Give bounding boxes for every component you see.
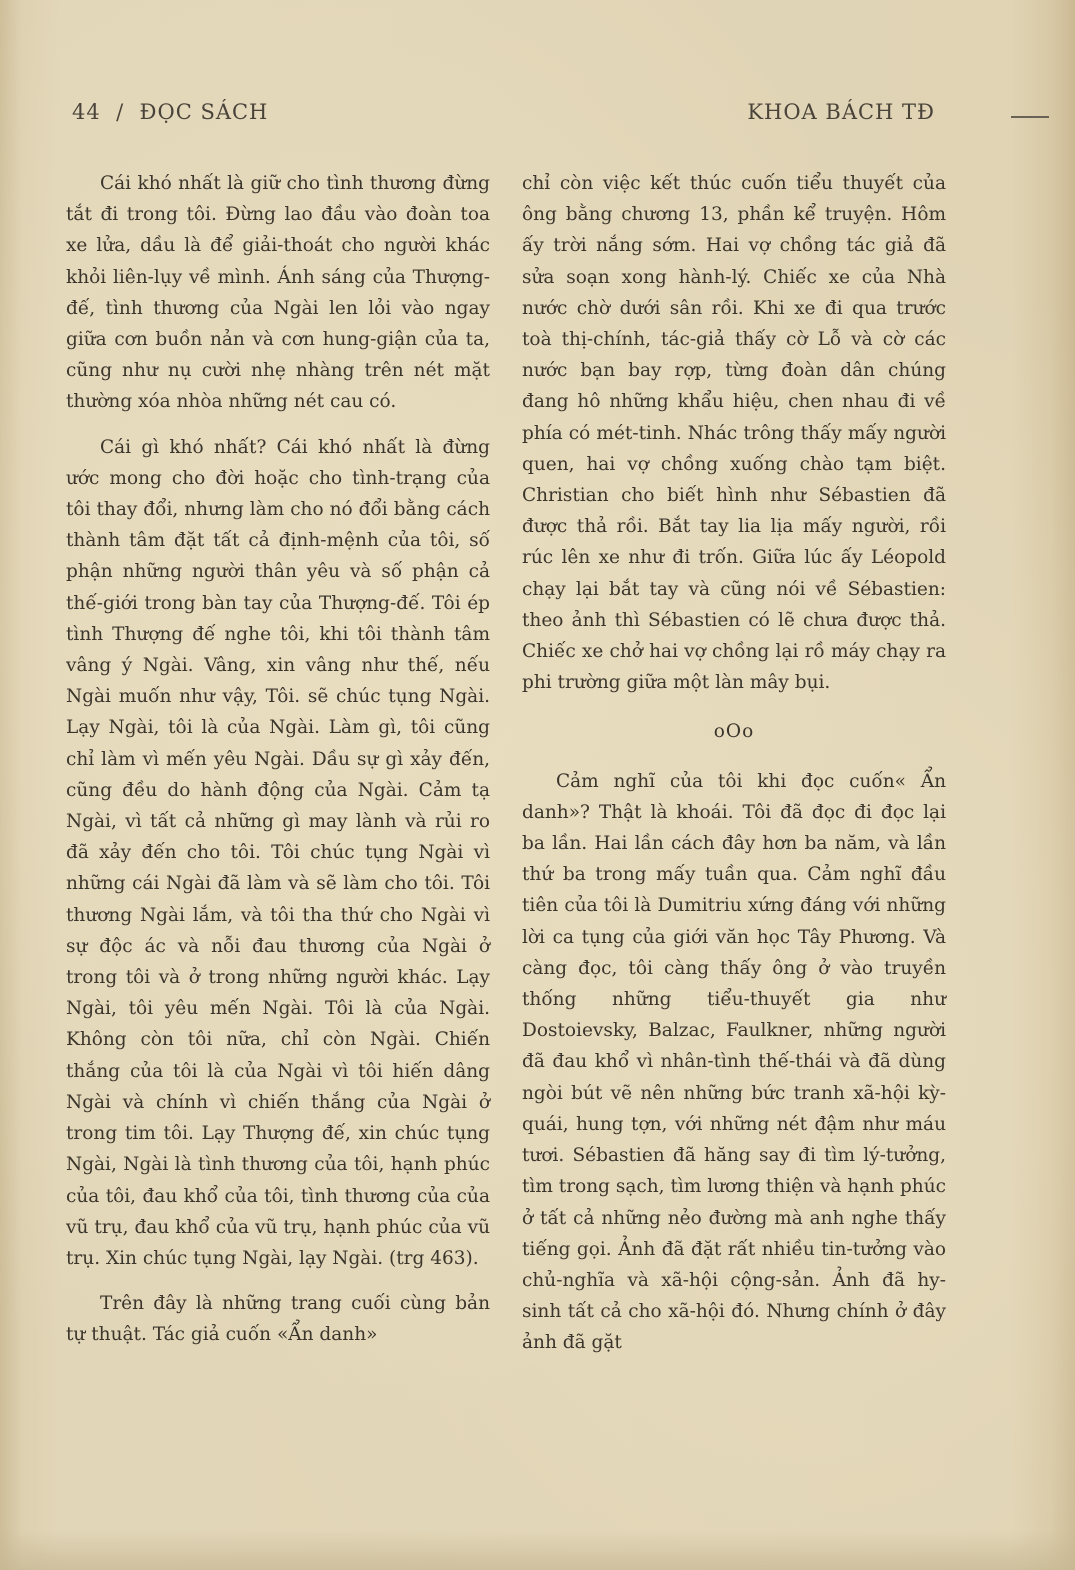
- left-column: [66, 168, 490, 1351]
- paragraph: Cái khó nhất là giữ cho tình thương đừng tắt đi trong tôi. Đừng lao đầu vào đoàn toa xe lửa, dầu là để giải-thoát cho người khác khỏi liên-lụy về mình. Ánh sáng của Thượng-đế, tình thương của Ngài len lỏi vào ngay giữa cơn buồn nản và cơn hung-giận của ta, cũng như nụ cười nhẹ nhàng trên nét mặt thường xóa nhòa những nét cau có.: [66, 173, 490, 413]
- paragraph: Trên đây là những trang cuối cùng bản tự thuật. Tác giả cuốn «Ẩn danh»: [66, 1293, 490, 1346]
- section-separator: oOo: [713, 721, 755, 743]
- paragraph: chỉ còn việc kết thúc cuốn tiểu thuyết của ông bằng chương 13, phần kể truyện. Hôm ấy trời nắng sớm. Hai vợ chồng tác giả đã sửa soạn xong hành-lý. Chiếc xe của Nhà nước chờ dưới sân rồi. Khi xe đi qua trước toà thị-chính, tác-giả thấy cờ Lỗ và cờ các nước bạn bay rợp, từng đoàn dân chúng đang hô những khẩu hiệu, chen nhau đi về phía có mét-tinh. Nhác trông thấy mấy người quen, hai vợ chồng xuống chào tạm biệt. Christian cho biết hình như Sébastien đã được thả rồi. Bắt tay lia lịa mấy người, rồi rúc lên xe như đi trốn. Giữa lúc ấy Léopold chạy lại bắt tay và cũng nói về Sébastien: theo ảnh thì Sébastien có lẽ chưa được thả. Chiếc xe chở hai vợ chồng lại rồ máy chạy ra phi trường giữa một làn mây bụi.: [522, 173, 946, 694]
- margin-dash: [1011, 116, 1049, 118]
- header-slash: /: [116, 100, 125, 124]
- header-right-title: KHOA BÁCH TĐ: [747, 100, 935, 124]
- right-column: [522, 168, 946, 1359]
- paragraph: Cái gì khó nhất? Cái khó nhất là đừng ước mong cho đời hoặc cho tình-trạng của tôi thay đổi, nhưng làm cho nó đổi bằng cách thành tâm đặt tất cả định-mệnh của tôi, số phận những người thân yêu và số phận cả thế-giới trong bàn tay của Thượng-đế. Tôi ép tình Thượng đế nghe tôi, khi tôi thành tâm vâng ý Ngài. Vâng, xin vâng như thế, nếu Ngài muốn như vậy, Tôi. sẽ chúc tụng Ngài. Lạy Ngài, tôi là của Ngài. Làm gì, tôi cũng chỉ làm vì mến yêu Ngài. Dầu sự gì xảy đến, cũng đều do hành động của Ngài. Cảm tạ Ngài, vì tất cả những gì may lành và rủi ro đã xảy đến cho tôi. Tôi chúc tụng Ngài vì những cái Ngài đã làm và sẽ làm cho tôi. Tôi thương Ngài lắm, và tôi tha thứ cho Ngài vì sự độc ác và nỗi đau thương của Ngài ở trong tôi và ở trong những người khác. Lạy Ngài, tôi yêu mến Ngài. Tôi là của Ngài. Không còn tôi nữa, chỉ còn Ngài. Chiến thắng của tôi là của Ngài vì tôi hiến dâng Ngài và chính vì chiến thắng của Ngài ở trong tim tôi. Lạy Thượng đế, xin chúc tụng Ngài, Ngài là tình thương của tôi, hạnh phúc của tôi, đau khổ của tôi, tình thương của của vũ trụ, đau khổ của vũ trụ, hạnh phúc của vũ trụ. Xin chúc tụng Ngài, lạy Ngài. (trg 463).: [66, 436, 490, 1269]
- section-title: ĐỌC SÁCH: [139, 100, 269, 124]
- header-left: [72, 100, 268, 124]
- page-number: 44: [72, 100, 101, 124]
- paragraph: Cảm nghĩ của tôi khi đọc cuốn« Ẩn danh»? Thật là khoái. Tôi đã đọc đi đọc lại ba lần. Hai lần cách đây hơn ba năm, và lần thứ ba trong mấy tuần qua. Cảm nghĩ đầu tiên của tôi là Dumitriu xứng đáng với những lời ca tụng của giới văn học Tây Phương. Và càng đọc, tôi càng thấy ông ở vào truyền thống những tiểu-thuyết gia như Dostoievsky, Balzac, Faulkner, những người đã đau khổ vì nhân-tình thế-thái và đã dùng ngòi bút vẽ nên những bức tranh xã-hội kỳ-quái, hung tợn, với những nét đậm như máu tươi. Sébastien đã hăng say đi tìm lý-tưởng, tìm trong sạch, tìm lương thiện và hạnh phúc ở tất cả những nẻo đường mà anh nghe thấy tiếng gọi. Ảnh đã đặt rất nhiều tin-tưởng vào chủ-nghĩa và xã-hội cộng-sản. Ảnh đã hy-sinh tất cả cho xã-hội đó. Nhưng chính ở đây ảnh đã gặt: [522, 770, 946, 1354]
- running-header: [72, 100, 935, 134]
